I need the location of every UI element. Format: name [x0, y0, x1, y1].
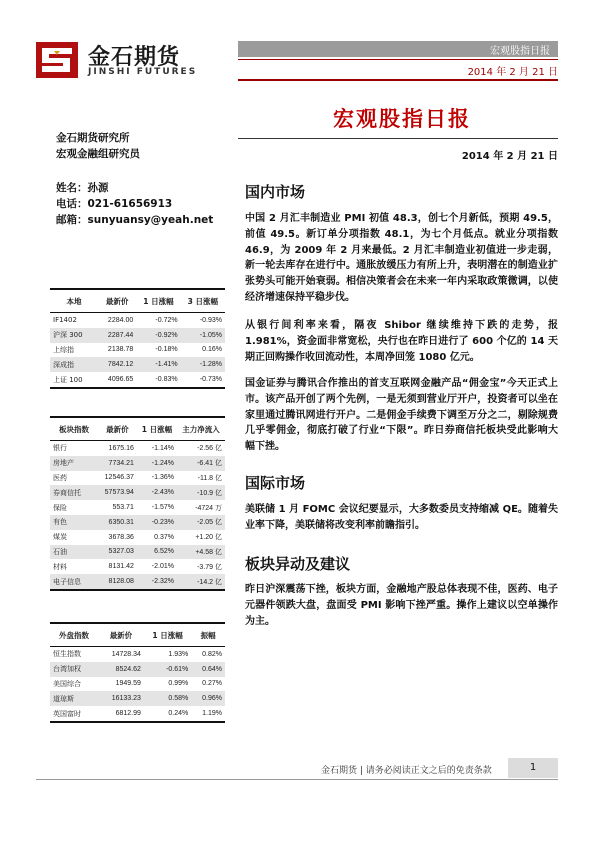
cell: 16133.23: [98, 691, 144, 706]
cell: -2.56 亿: [197, 445, 222, 453]
header-divider: [238, 59, 558, 60]
table-header-row: [50, 623, 225, 647]
page-title: 宏观股指日报: [333, 107, 471, 131]
table-header-row: [50, 417, 225, 441]
cell: 7842.12: [98, 357, 136, 372]
cell: 0.64%: [191, 662, 225, 677]
column-header: 最新价: [98, 417, 137, 441]
cell: 1949.59: [115, 680, 141, 688]
table-row: [50, 677, 225, 692]
cell: 英国富时: [50, 706, 98, 722]
table-row: [50, 328, 225, 343]
cell: 3678.36: [108, 533, 134, 541]
paragraph-domestic-shibor: 从银行间利率来看，隔夜 Shibor 继续维持下跌的走势，报 1.981%，资金面非常宽松，央行也在昨日进行了 600 个亿的 14 天期正回购操作收回流动性，本周净回笼 1080 亿元。: [245, 320, 558, 363]
section-title-domestic: 国内市场: [245, 183, 306, 201]
table-row: [50, 691, 225, 706]
cell: +1.20 亿: [195, 534, 222, 542]
column-header: 主力净流入: [177, 417, 225, 441]
header-report-type-bar: [238, 41, 558, 57]
footer-disclaimer: 金石期货 | 请务必阅读正文之后的免责条款: [321, 766, 492, 776]
column-header: 最新价: [98, 623, 144, 647]
cell: 12546.37: [104, 474, 134, 482]
cell: 57573.94: [98, 485, 137, 500]
table-row: [50, 471, 225, 486]
cell: -6.41 亿: [177, 456, 225, 471]
cell: 0.99%: [168, 680, 189, 688]
table-row: [50, 574, 225, 590]
cell: 保险: [53, 503, 67, 512]
cell: -0.92%: [136, 328, 180, 343]
report-date: 2014 年 2 月 21 日: [461, 151, 558, 162]
cell: 石油: [50, 545, 98, 560]
analyst-name: 姓名：孙源: [56, 182, 109, 194]
analyst-info: [56, 180, 213, 228]
cell: -1.14%: [151, 444, 174, 452]
cell: 上证 100: [50, 372, 98, 388]
cell: 4096.65: [98, 372, 136, 388]
cell: -0.72%: [155, 316, 178, 324]
cell: -1.57%: [151, 504, 174, 512]
local-index-table: [50, 288, 225, 389]
section-title-international: 国际市场: [245, 474, 306, 492]
cell: 2284.00: [107, 316, 134, 324]
table-row: [50, 372, 225, 388]
cell: 银行: [53, 444, 67, 453]
cell: 台湾加权: [50, 662, 98, 677]
cell: -1.41%: [136, 357, 180, 372]
table-row: [50, 706, 225, 722]
cell: 煤炭: [53, 533, 67, 542]
table-row: [50, 441, 225, 456]
cell: 5327.03: [98, 545, 137, 560]
table-header-row: [50, 289, 225, 313]
cell: -2.32%: [137, 574, 177, 590]
table-row: [50, 500, 225, 515]
cell: -3.79 亿: [197, 563, 222, 571]
institute-group: 宏观金融组研究员: [56, 148, 140, 160]
table-row: [50, 313, 225, 328]
column-header: 3 日涨幅: [181, 289, 225, 313]
paragraph-international: 美联储 1 月 FOMC 会议纪要显示，大多数委员支持缩减 QE。随着失业率下降，美联储将改变利率前瞻指引。: [245, 504, 558, 531]
cell: +4.58 亿: [177, 545, 225, 560]
cell: 2138.78: [107, 346, 134, 354]
logo-text-en: JINSHI FUTURES: [88, 67, 198, 77]
column-header: 板块指数: [50, 417, 98, 441]
cell: 上综指: [53, 345, 74, 354]
cell: 道琼斯: [50, 691, 98, 706]
cell: -1.05%: [181, 328, 225, 343]
cell: 8128.08: [98, 574, 137, 590]
paragraph-sector: 昨日沪深震荡下挫，板块方面，金融地产股总体表现不佳，医药、电子元器件领跌大盘，盘面受 PMI 影响下挫严重。操作上建议以空单操作为主。: [245, 584, 558, 627]
cell: 医药: [53, 473, 67, 482]
cell: 14728.34: [111, 650, 141, 658]
column-header: 1 日涨幅: [137, 417, 177, 441]
cell: 1.19%: [191, 706, 225, 722]
cell: 电子信息: [50, 574, 98, 590]
cell: 6.52%: [137, 545, 177, 560]
table-row: [50, 343, 225, 358]
cell: 恒生指数: [53, 650, 81, 659]
cell: 0.16%: [202, 346, 222, 354]
table-row: [50, 515, 225, 530]
cell: -0.18%: [155, 346, 178, 354]
cell: 8131.42: [108, 563, 134, 571]
paragraph-domestic-yongjinbao: 国金证券与腾讯合作推出的首支互联网金融产品“佣金宝”今天正式上市。该产品开创了两个先例，一是无须到营业厅开户，投资者可以坐在家里通过腾讯网进行开户。二是佣金手续费下调至万分之二，剔除规费几乎零佣金，彻底打破了行业“下限”。昨日券商信托板块受此影响大幅下挫。: [245, 378, 558, 453]
header-bottom-rule: [238, 79, 558, 81]
cell: -2.01%: [151, 563, 174, 571]
cell: 8524.62: [98, 662, 144, 677]
cell: -2.43%: [137, 485, 177, 500]
title-divider: [238, 138, 558, 139]
table-row: [50, 530, 225, 545]
cell: 1.93%: [168, 650, 189, 658]
cell: -14.2 亿: [177, 574, 225, 590]
cell: 0.82%: [202, 650, 222, 658]
foreign-index-table: [50, 622, 225, 723]
header-date: 2014 年 2 月 21 日: [467, 67, 558, 78]
cell: 0.37%: [154, 533, 174, 541]
table-row: [50, 662, 225, 677]
table-row: [50, 357, 225, 372]
logo-text-cn: 金石期货: [88, 45, 181, 70]
cell: 7734.21: [98, 456, 137, 471]
cell: 美国综合: [53, 679, 81, 688]
column-header: 本地: [50, 289, 98, 313]
column-header: 最新价: [98, 289, 136, 313]
page-number: 1: [508, 758, 558, 778]
cell: -10.9 亿: [177, 485, 225, 500]
cell: 房地产: [50, 456, 98, 471]
cell: -0.83%: [136, 372, 180, 388]
cell: 6350.31: [98, 515, 137, 530]
cell: -0.61%: [144, 662, 191, 677]
cell: 0.27%: [202, 680, 222, 688]
analyst-email[interactable]: 邮箱：sunyuansy@yeah.net: [56, 214, 214, 226]
cell: 0.24%: [144, 706, 191, 722]
section-title-sector: 板块异动及建议: [245, 555, 351, 573]
cell: -1.28%: [181, 357, 225, 372]
cell: 6812.99: [98, 706, 144, 722]
cell: -2.05 亿: [177, 515, 225, 530]
table-row: [50, 559, 225, 574]
table-row: [50, 647, 225, 662]
cell: -4724 万: [195, 504, 222, 512]
table-row: [50, 456, 225, 471]
cell: -0.23%: [137, 515, 177, 530]
cell: 2287.44: [98, 328, 136, 343]
column-header: 1 日涨幅: [144, 623, 191, 647]
cell: IF1402: [53, 316, 77, 325]
cell: 有色: [50, 515, 98, 530]
company-logo-icon: [36, 42, 78, 78]
cell: 深成指: [50, 357, 98, 372]
analyst-phone: 电话：021-61656913: [56, 198, 173, 210]
cell: -1.24%: [137, 456, 177, 471]
cell: -1.36%: [151, 474, 174, 482]
cell: 553.71: [112, 504, 134, 512]
column-header: 1 日涨幅: [136, 289, 180, 313]
cell: 券商信托: [50, 485, 98, 500]
table-row: [50, 485, 225, 500]
cell: -0.93%: [199, 316, 222, 324]
paragraph-domestic-pmi: 中国 2 月汇丰制造业 PMI 初值 48.3，创七个月新低，预期 49.5，前值 49.5。新订单分项指数 48.1，为七个月低点。就业分项指数 46.9，为 2009 年 2 月来最低。2 月汇丰制造业初值进一步走弱，新一轮去库存在进行中。通胀放缓压力有所上升，表明潜在的制造业扩张势头可能开始衰弱。相信决策者会在未来一年内采取政策微调，以使经济增速保持平稳步伐。: [245, 213, 558, 303]
institute-info: [56, 130, 140, 162]
cell: 0.58%: [144, 691, 191, 706]
table-row: [50, 545, 225, 560]
column-header: 振幅: [191, 623, 225, 647]
cell: -11.8 亿: [197, 474, 222, 482]
cell: -0.73%: [181, 372, 225, 388]
cell: 0.96%: [191, 691, 225, 706]
column-header: 外盘指数: [50, 623, 98, 647]
footer-rule: [36, 779, 558, 780]
institute-name: 金石期货研究所: [56, 132, 130, 144]
header-report-type: 宏观股指日报: [490, 46, 550, 57]
cell: 1675.16: [108, 444, 134, 452]
cell: 材料: [53, 562, 67, 571]
sector-index-table: [50, 416, 225, 591]
cell: 沪深 300: [50, 328, 98, 343]
